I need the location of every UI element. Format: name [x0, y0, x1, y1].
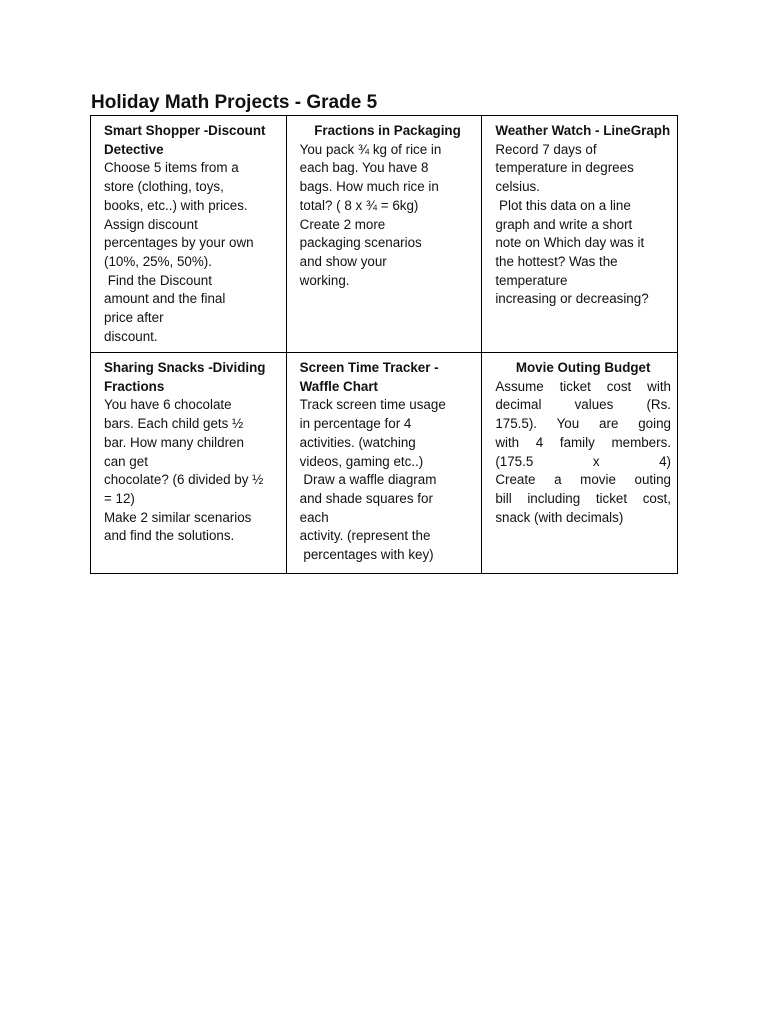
text-line: Screen Time Tracker - — [299, 360, 439, 375]
text-line: store (clothing, toys, — [104, 179, 224, 195]
text-line: percentages with key) — [299, 547, 434, 563]
text-line: packaging scenarios — [299, 235, 422, 251]
text-line: note on Which day was it — [495, 235, 645, 251]
text-line: You have 6 chocolate — [104, 397, 232, 413]
project-title — [104, 359, 280, 396]
project-title — [495, 359, 671, 378]
text-line: temperature in degrees — [495, 160, 634, 176]
text-line: videos, gaming etc..) — [299, 453, 424, 469]
text-line: (175.5 x 4) — [495, 453, 671, 469]
text-line: Sharing Snacks - — [104, 360, 213, 375]
text-line: bags. How much rice in — [299, 179, 439, 195]
text-line: chocolate? (6 divided by ½ — [104, 472, 264, 488]
text-line: books, etc..) with prices. — [104, 197, 248, 213]
project-cell-sharing-snacks — [91, 353, 287, 574]
project-title — [300, 359, 476, 396]
text-line: Track screen time usage — [299, 397, 446, 413]
text-line: the hottest? Was the — [495, 253, 618, 269]
text-line: 175.5). You are going — [495, 416, 671, 432]
text-line: bars. Each child gets ½ — [104, 416, 244, 432]
text-line: Dividing Fractions — [104, 360, 266, 394]
text-line: Create a movie outing — [495, 472, 671, 488]
text-line: Movie Outing Budget — [515, 360, 651, 375]
text-line: amount and the final — [104, 291, 226, 307]
text-line: Fractions in Packaging — [314, 123, 461, 138]
project-cell-weather-watch — [482, 116, 678, 353]
project-cell-fractions-in-packaging — [286, 116, 482, 353]
text-line: Draw a waffle diagram — [299, 472, 437, 488]
text-line: activity. (represent the — [299, 528, 431, 544]
text-line: temperature — [495, 272, 568, 288]
text-line: increasing or decreasing? — [495, 291, 649, 307]
text-line: snack (with decimals) — [495, 509, 624, 525]
text-line: decimal values (Rs. — [495, 397, 671, 413]
text-line: total? ( 8 x ¾ = 6kg) — [299, 197, 419, 213]
text-line: Smart Shopper - — [104, 123, 209, 138]
text-line: Waffle Chart — [299, 378, 379, 394]
project-cell-screen-time-tracker — [286, 353, 482, 574]
project-description — [300, 396, 476, 564]
text-line: (10%, 25%, 50%). — [104, 253, 212, 269]
project-cell-smart-shopper — [91, 116, 287, 353]
project-description — [495, 141, 671, 309]
text-line: percentages by your own — [104, 235, 254, 251]
text-line: and find the solutions. — [104, 528, 235, 544]
text-line: and show your — [299, 253, 387, 269]
project-title — [495, 122, 671, 141]
text-line: graph and write a short — [495, 216, 633, 232]
project-title — [104, 122, 280, 159]
table-row — [91, 353, 678, 574]
text-line: Graph — [630, 123, 671, 138]
project-description — [104, 159, 280, 346]
text-line: working. — [299, 272, 350, 288]
text-line: can get — [104, 453, 148, 469]
text-line: Assign discount — [104, 216, 198, 232]
table-row — [91, 116, 678, 353]
text-line: = 12) — [104, 490, 135, 506]
text-line: with 4 family members. — [495, 434, 671, 450]
text-line: activities. (watching — [299, 434, 416, 450]
text-line: Plot this data on a line — [495, 197, 631, 213]
text-line: discount. — [104, 328, 158, 344]
project-title — [300, 122, 476, 141]
text-line: Make 2 similar scenarios — [104, 509, 252, 525]
text-line: Choose 5 items from a — [104, 160, 239, 176]
text-line: You pack ¾ kg of rice in — [299, 141, 442, 157]
text-line: price after — [104, 310, 164, 326]
text-line: Weather Watch - Line — [495, 123, 631, 138]
text-line: celsius. — [495, 179, 540, 195]
projects-table — [90, 115, 678, 574]
text-line: bill including ticket cost, — [495, 490, 671, 506]
project-cell-movie-outing-budget — [482, 353, 678, 574]
text-line: Record 7 days of — [495, 141, 597, 157]
text-line: and shade squares for — [299, 490, 433, 506]
text-line: each — [299, 509, 329, 525]
document-title: Holiday Math Projects - Grade 5 — [91, 92, 378, 113]
project-description — [300, 141, 476, 291]
text-line: Find the Discount — [104, 272, 212, 288]
text-line: in percentage for 4 — [299, 416, 412, 432]
text-line: bar. How many children — [104, 434, 244, 450]
project-description — [495, 378, 671, 528]
text-line: Assume ticket cost with — [495, 378, 671, 394]
project-description — [104, 396, 280, 546]
text-line: each bag. You have 8 — [299, 160, 429, 176]
text-line: Create 2 more — [299, 216, 386, 232]
text-line: Discount Detective — [104, 123, 266, 157]
